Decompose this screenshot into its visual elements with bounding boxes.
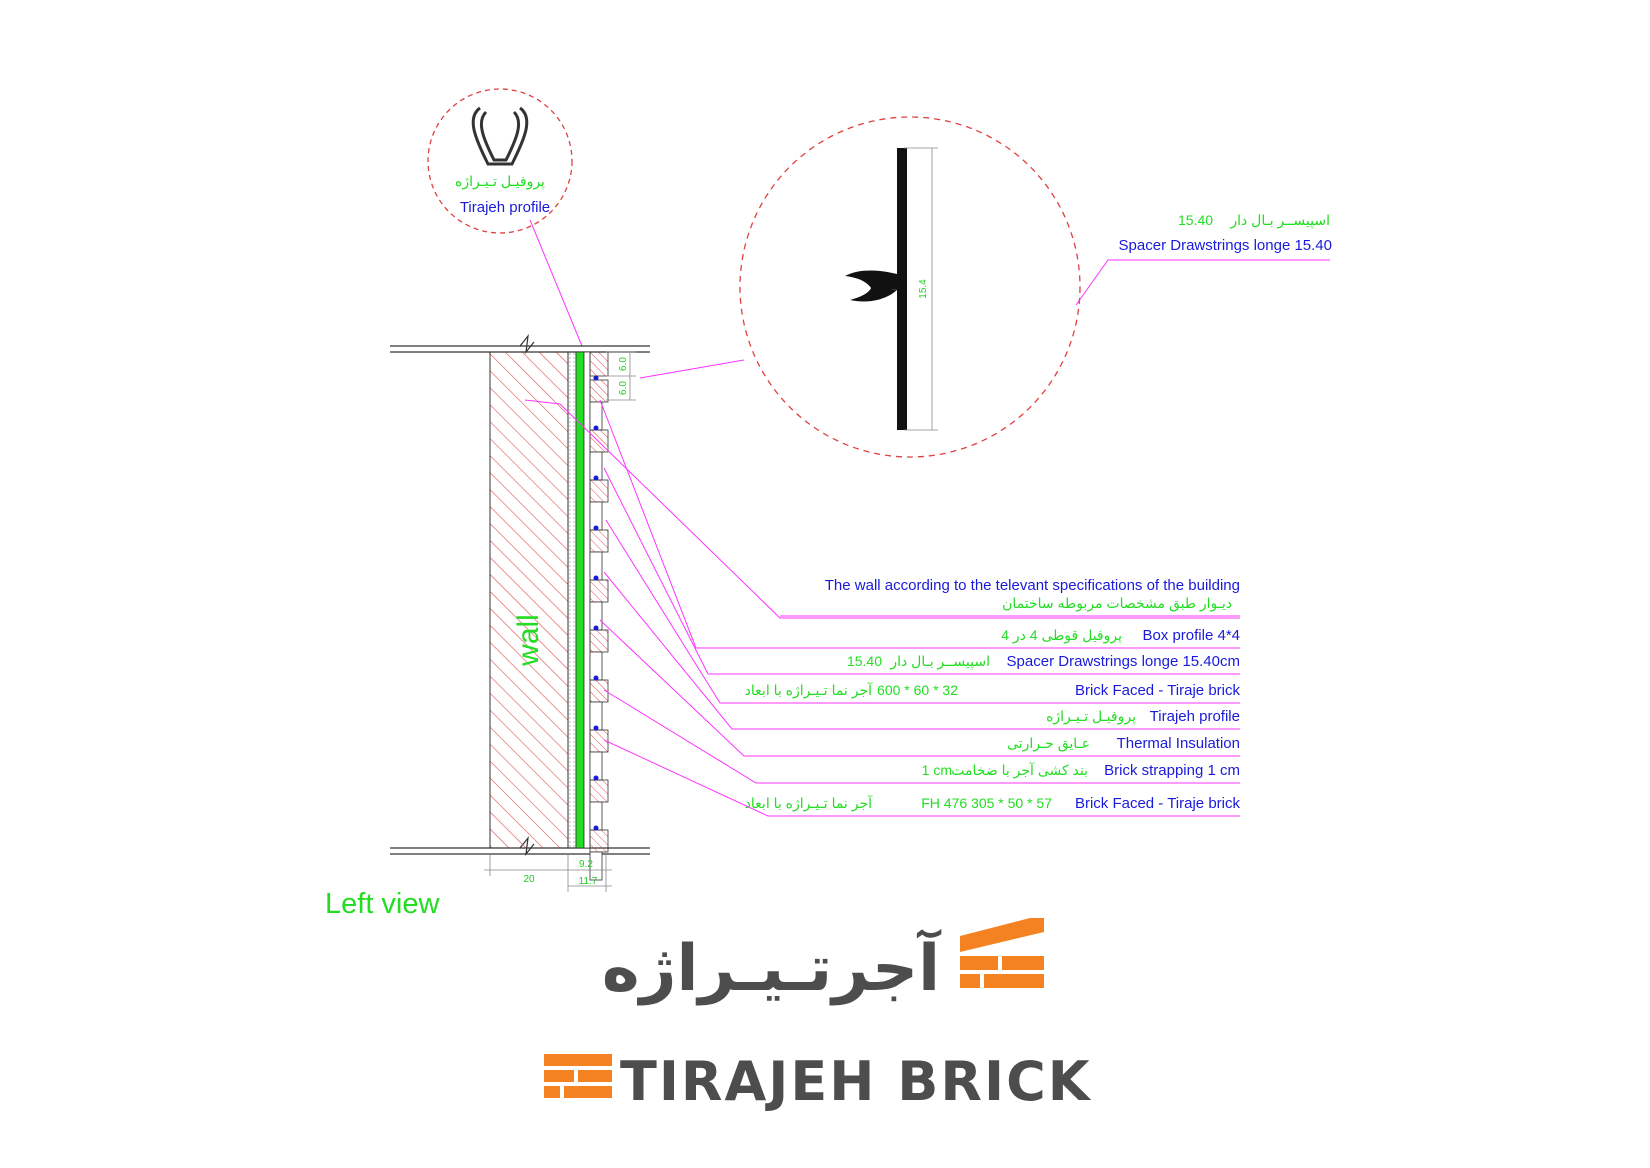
spacer-label-fa: اسپیســر بـال دار — [1230, 212, 1330, 228]
brick-course — [590, 380, 608, 402]
legend-extra: 15.40 — [846, 653, 882, 669]
legend-en: Brick Faced - Tiraje brick — [1074, 682, 1240, 699]
legend-en: Brick strapping 1 cm — [1104, 762, 1240, 779]
legend-en: Box profile 4*4 — [1142, 627, 1240, 644]
profile-label-fa: پروفیـل تـیـراژه — [455, 173, 545, 189]
legend-fa: دیـوار طبق مشخصات مربوطه ساختمان — [1002, 595, 1232, 611]
brick-course — [590, 780, 608, 802]
brick-course — [590, 352, 608, 376]
legend-fa: عـایق حـرارتی — [1007, 735, 1090, 751]
brick-courses — [590, 352, 608, 880]
dim-inner: 9.2 — [579, 859, 593, 870]
profile-shape-icon — [473, 108, 527, 164]
brand-logo — [544, 918, 1092, 1113]
brick-logo-icon-bottom — [544, 1054, 612, 1098]
dim-top-1: 6.0 — [618, 357, 629, 371]
dim-wall: 20 — [523, 874, 535, 885]
legend-fa: پروفیل قوطی 4 در 4 — [1001, 627, 1122, 643]
legend-fa: اسپیســر بـال دار — [890, 653, 990, 669]
brick-course — [590, 630, 608, 652]
spacer-label-en: Spacer Drawstrings longe 15.40 — [1118, 237, 1332, 254]
legend-extra: 600 * 60 * 32 — [877, 682, 958, 698]
legend-en: The wall according to the televant specifications of the building — [824, 577, 1240, 594]
legend — [600, 400, 1240, 816]
legend-en: Spacer Drawstrings longe 15.40cm — [1006, 653, 1240, 670]
spacer-clip — [594, 576, 599, 581]
legend-extra: 1 cm — [921, 762, 952, 778]
tirajeh-profile-detail — [428, 89, 582, 346]
spacer-clip — [594, 726, 599, 731]
view-title: Left view — [325, 888, 440, 920]
legend-fa: آجر نما تـیـراژه با ابعاد — [744, 795, 872, 811]
legend-row — [606, 520, 1240, 703]
legend-row — [780, 577, 1240, 616]
dim-top-2: 6.0 — [618, 381, 629, 395]
spacer-dimension: 15.4 — [918, 279, 929, 299]
brick-course — [590, 530, 608, 552]
spacer-clip — [594, 776, 599, 781]
legend-extra: FH 476 305 * 50 * 57 — [921, 795, 1052, 811]
legend-fa: آجر نما تـیـراژه با ابعاد — [744, 682, 872, 698]
spacer-value-fa: 15.40 — [1178, 212, 1214, 228]
brick-course — [590, 480, 608, 502]
spacer-clip — [594, 676, 599, 681]
legend-en: Tirajeh profile — [1149, 708, 1240, 725]
legend-en: Thermal Insulation — [1116, 735, 1240, 752]
legend-en: Brick Faced - Tiraje brick — [1074, 795, 1240, 812]
logo-en: TIRAJEH BRICK — [620, 1050, 1092, 1113]
brick-logo-icon-top — [960, 918, 1044, 988]
spacer-clip — [594, 476, 599, 481]
spacer-clip — [594, 426, 599, 431]
wall-label: wall — [512, 614, 545, 666]
spacer-clip — [594, 626, 599, 631]
spacer-clip — [594, 526, 599, 531]
legend-fa: بند کشی آجر با ضخامت — [951, 762, 1088, 778]
logo-fa: آجرتـیـراژه — [601, 932, 940, 1006]
dim-outer: 11.7 — [578, 876, 598, 887]
brick-course — [590, 580, 608, 602]
spacer-detail — [640, 117, 1332, 457]
spacer-clip — [594, 826, 599, 831]
profile-label-en: Tirajeh profile — [459, 199, 551, 216]
legend-fa: پروفیـل تـیـراژه — [1046, 708, 1136, 724]
brick-course — [590, 830, 608, 852]
